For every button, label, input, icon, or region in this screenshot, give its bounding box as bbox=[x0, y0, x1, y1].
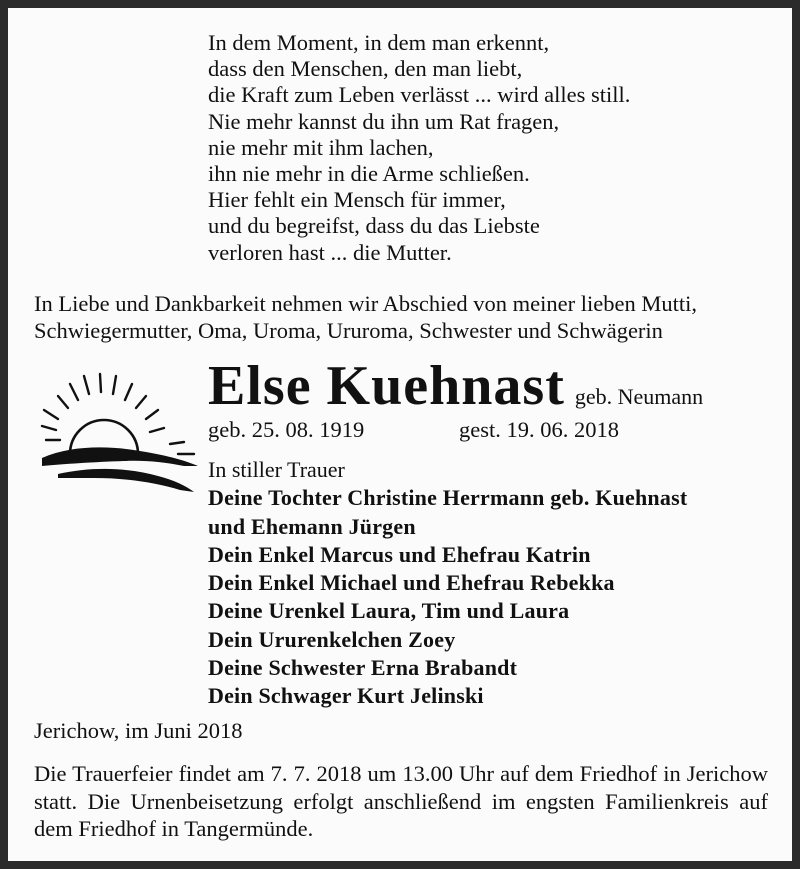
intro-line: Schwiegermutter, Oma, Uroma, Ururoma, Schwester und Schwägerin bbox=[34, 318, 663, 343]
mourner-line: und Ehemann Jürgen bbox=[208, 513, 416, 539]
poem-line: und du begreifst, dass du das Liebste bbox=[208, 213, 540, 239]
sunset-over-hills-icon bbox=[34, 362, 204, 502]
mourner-line: Dein Ururenkelchen Zoey bbox=[208, 626, 456, 652]
poem-line: ihn nie mehr in die Arme schließen. bbox=[208, 161, 530, 187]
mourner-line: Deine Tochter Christine Herrmann geb. Kuehnast bbox=[208, 485, 688, 511]
mourner-line: Dein Schwager Kurt Jelinski bbox=[208, 683, 484, 709]
mourner-line: Dein Enkel Michael und Ehefrau Rebekka bbox=[208, 570, 615, 596]
death-date: gest. 19. 06. 2018 bbox=[459, 417, 619, 442]
place-and-date: Jerichow, im Juni 2018 bbox=[34, 718, 243, 743]
intro-line: In Liebe und Dankbarkeit nehmen wir Abschied von meiner lieben Mutti, bbox=[34, 291, 697, 316]
mourners-block bbox=[208, 456, 687, 711]
obituary-notice bbox=[8, 8, 792, 861]
poem-line: Nie mehr kannst du ihn um Rat fragen, bbox=[208, 108, 560, 134]
birth-date: geb. 25. 08. 1919 bbox=[208, 417, 365, 442]
poem-line: nie mehr mit ihm lachen, bbox=[208, 134, 434, 160]
funeral-details: Die Trauerfeier findet am 7. 7. 2018 um 13.00 Uhr auf dem Friedhof in Jerichow statt. Die Urnenbeisetzung erfolgt anschließend im engsten Familienkreis auf dem Friedhof in Tangermünde. bbox=[34, 761, 768, 841]
poem-line: dass den Menschen, den man liebt, bbox=[208, 56, 523, 82]
poem-line: verloren hast ... die Mutter. bbox=[208, 239, 452, 265]
mourner-line: Deine Schwester Erna Brabandt bbox=[208, 655, 518, 681]
deceased-name: Else Kuehnast bbox=[208, 355, 565, 417]
farewell-intro bbox=[34, 290, 774, 344]
maiden-name: geb. Neumann bbox=[574, 384, 704, 409]
life-dates bbox=[208, 417, 619, 443]
mourner-line: Dein Enkel Marcus und Ehefrau Katrin bbox=[208, 541, 591, 567]
poem-line: Hier fehlt ein Mensch für immer, bbox=[208, 187, 506, 213]
poem bbox=[208, 30, 630, 266]
poem-line: In dem Moment, in dem man erkennt, bbox=[208, 30, 550, 55]
mourning-lead: In stiller Trauer bbox=[208, 457, 345, 482]
deceased-heading bbox=[208, 354, 703, 418]
mourner-line: Deine Urenkel Laura, Tim und Laura bbox=[208, 598, 570, 624]
poem-line: die Kraft zum Leben verlässt ... wird alles still. bbox=[208, 82, 631, 108]
